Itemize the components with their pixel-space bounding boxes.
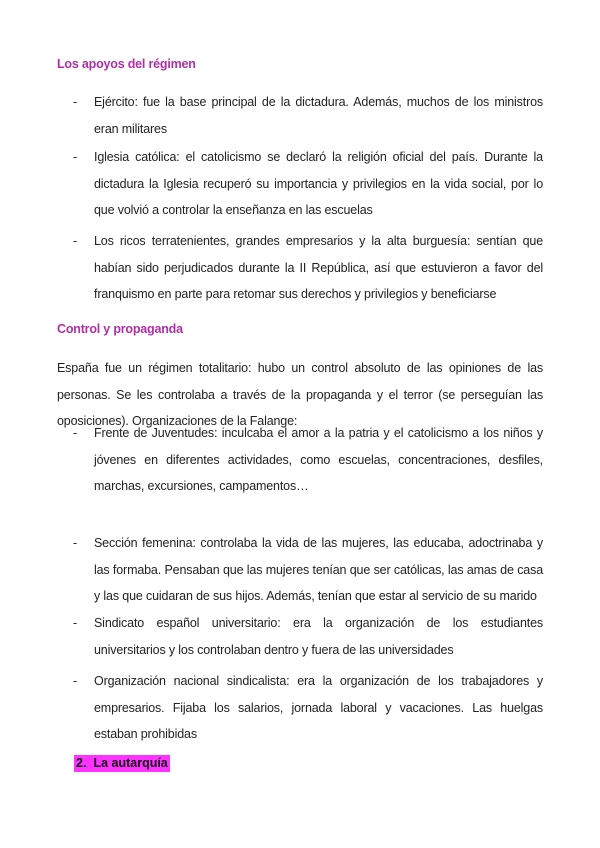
list-item-text: Ejército: fue la base principal de la dictadura. Además, muchos de los ministros eran militares	[94, 95, 543, 136]
highlighted-section-heading	[74, 755, 170, 772]
bullet-dash: -	[73, 674, 78, 688]
list-item-text: Organización nacional sindicalista: era la organización de los trabajadores y empresarios. Fijaba los salarios, jornada laboral y vacaciones. Las huelgas estaban prohibidas	[94, 674, 543, 741]
bullet-dash: -	[73, 234, 78, 248]
section-title: La autarquía	[93, 756, 168, 770]
list-item-text: Los ricos terratenientes, grandes empresarios y la alta burguesía: sentían que habían sido perjudicados durante la II República, así que estuvieron a favor del franquismo en parte para retomar sus derechos y privilegios y beneficiarse	[94, 234, 543, 301]
section-paragraph: España fue un régimen totalitario: hubo un control absoluto de las opiniones de las personas. Se les controlaba a través de la propaganda y el terror (se perseguían las oposiciones). Organizaciones de la Falange:	[57, 361, 543, 428]
bullet-dash: -	[73, 426, 78, 440]
section-heading-apoyos: Los apoyos del régimen	[57, 57, 196, 71]
bullet-dash: -	[73, 150, 78, 164]
bullet-dash: -	[73, 536, 78, 550]
bullet-dash: -	[73, 95, 78, 109]
section-heading-control: Control y propaganda	[57, 322, 183, 336]
list-item-text: Frente de Juventudes: inculcaba el amor a la patria y el catolicismo a los niños y jóvenes en diferentes actividades, como escuelas, concentraciones, desfiles, marchas, excursiones, campamentos…	[94, 426, 543, 493]
list-item-text: Sindicato español universitario: era la organización de los estudiantes universitarios y los controlaban dentro y fuera de las universidades	[94, 616, 543, 657]
section-number: 2.	[76, 756, 87, 770]
list-item-text: Iglesia católica: el catolicismo se declaró la religión oficial del país. Durante la dictadura la Iglesia recuperó su importancia y privilegios en la vida social, por lo que volvió a controlar la enseñanza en las escuelas	[94, 150, 543, 217]
list-item-text: Sección femenina: controlaba la vida de las mujeres, las educaba, adoctrinaba y las formaba. Pensaban que las mujeres tenían que ser católicas, las amas de casa y las que cuidaran de sus hijos. Además, tenían que estar al servicio de su marido	[94, 536, 543, 603]
bullet-dash: -	[73, 616, 78, 630]
